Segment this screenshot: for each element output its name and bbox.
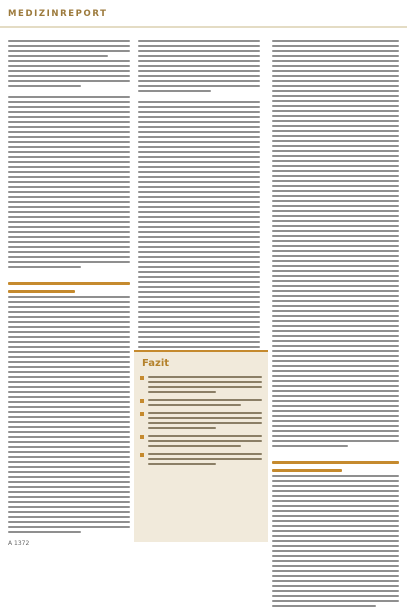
section-heading [8, 282, 130, 285]
fazit-title: Fazit [142, 358, 170, 369]
fazit-box [134, 350, 268, 542]
text-column-1 [8, 40, 130, 535]
text-column-3 [272, 40, 399, 535]
square-bullet-icon [140, 412, 144, 416]
section-label: MEDIZINREPORT [8, 9, 108, 19]
square-bullet-icon [140, 376, 144, 380]
square-bullet-icon [140, 453, 144, 457]
page-number: A 1372 [8, 540, 30, 547]
fazit-bullet [140, 399, 262, 406]
fazit-bullet [140, 412, 262, 429]
section-heading [272, 469, 342, 472]
square-bullet-icon [140, 399, 144, 403]
fazit-bullet [140, 435, 262, 447]
fazit-bullet [140, 376, 262, 393]
section-heading [272, 461, 399, 464]
square-bullet-icon [140, 435, 144, 439]
page-header [0, 0, 407, 28]
fazit-bullet [140, 453, 262, 465]
section-heading [8, 290, 75, 293]
